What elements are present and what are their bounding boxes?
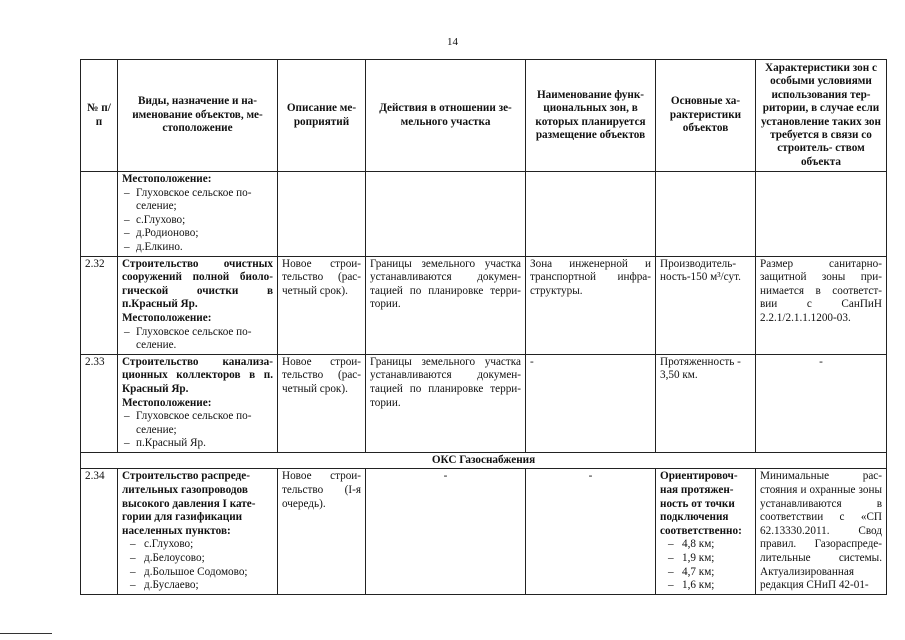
cell-num: 2.34 xyxy=(81,469,118,595)
list-item: – д.Буслаево; xyxy=(122,579,273,593)
header-functional-zone: Наименование функ- циональных зон, в которых планируется размещение объектов xyxy=(526,60,656,172)
cell-description: Новое строи- тельство (I-я очередь). xyxy=(278,469,366,595)
cell-zone: Зона инженерной и транспортной инфра- структуры. xyxy=(526,256,656,354)
list-item: – Глуховское сельское по- селение. xyxy=(122,326,273,353)
planning-table xyxy=(80,59,887,595)
list-item: – п.Красный Яр. xyxy=(122,437,273,451)
characteristics-text: Производитель- ность-150 м³/сут. xyxy=(660,257,741,284)
cell-characteristics: Протяженность - 3,50 км. xyxy=(656,354,756,452)
location-label: Местоположение: xyxy=(122,173,212,185)
header-special-zone: Характеристики зон с особыми условиями использования тер- ритории, в случае если установление таких зон требуется в связи со строитель- ством объекта xyxy=(756,60,887,172)
cell-action xyxy=(366,172,526,257)
cell-special-zone: Минимальные рас- стояния и охранные зоны устанавливаются в соответствии с «СП 62.13330.2011. Свод правил. Газораспреде- лительные системы. Актуализированная редакция СНиП 42-01- xyxy=(756,469,887,595)
header-object-type: Виды, назначение и на-именование объектов, ме- стоположение xyxy=(118,60,278,172)
cell-special-zone xyxy=(756,172,887,257)
table-row xyxy=(81,256,887,354)
list-item: – с.Глухово; xyxy=(122,214,273,228)
cell-zone: - xyxy=(526,469,656,595)
table-row xyxy=(81,354,887,452)
header-description: Описание ме- роприятий xyxy=(278,60,366,172)
cell-object xyxy=(118,172,278,257)
location-label: Местоположение: xyxy=(122,311,212,324)
location-list xyxy=(122,410,273,451)
section-header-row xyxy=(81,452,887,469)
list-item: – 1,6 км; xyxy=(660,579,751,593)
object-title: Строительство очистных сооружений полной биоло- гической очистки в п.Красный Яр. xyxy=(122,257,273,311)
cell-special-zone: Размер санитарно- защитной зоны при- нимается в соответст- вии с СанПиН 2.2.1/2.1.1.1200-03. xyxy=(756,256,887,354)
cell-characteristics xyxy=(656,469,756,595)
location-list xyxy=(122,187,273,255)
cell-characteristics xyxy=(656,256,756,354)
cell-action: Границы земельного участка устанавливаются докумен- тацией по планировке терри- тории. xyxy=(366,354,526,452)
list-item: – 4,7 км; xyxy=(660,566,751,580)
object-title: Строительство распреде- лительных газопроводов высокого давления I кате- гории для газификации населенных пунктов: xyxy=(122,470,256,537)
cell-action: Границы земельного участка устанавливаются докумен- тацией по планировке терри- тории. xyxy=(366,256,526,354)
cell-description: Новое строи- тельство (рас- четный срок). xyxy=(278,354,366,452)
list-item: – 1,9 км; xyxy=(660,552,751,566)
list-item: – д.Белоусово; xyxy=(122,552,273,566)
list-item: – д.Родионово; xyxy=(122,227,273,241)
cell-zone xyxy=(526,172,656,257)
header-characteristics: Основные ха- рактеристики объектов xyxy=(656,60,756,172)
table-row xyxy=(81,469,887,595)
list-item: – Глуховское сельское по- селение; xyxy=(122,410,273,437)
page-edge-line xyxy=(0,633,52,634)
page-number: 14 xyxy=(447,36,458,48)
cell-num: 2.32 xyxy=(81,256,118,354)
list-item: – д.Большое Содомово; xyxy=(122,566,273,580)
cell-characteristics xyxy=(656,172,756,257)
settlement-list xyxy=(122,538,273,592)
object-title: Строительство канализа- ционных коллекторов в п. Красный Яр. xyxy=(122,355,273,395)
location-list xyxy=(122,326,273,353)
table-row-continuation xyxy=(81,172,887,257)
cell-zone: - xyxy=(526,354,656,452)
list-item: – Глуховское сельское по- селение; xyxy=(122,187,273,214)
cell-object xyxy=(118,469,278,595)
cell-num xyxy=(81,172,118,257)
cell-special-zone: - xyxy=(756,354,887,452)
characteristics-heading: Ориентировоч- ная протяжен- ность от точки подключения соответственно: xyxy=(660,470,742,537)
cell-object xyxy=(118,354,278,452)
header-row xyxy=(81,60,887,172)
cell-description xyxy=(278,172,366,257)
header-land-action: Действия в отношении зе- мельного участка xyxy=(366,60,526,172)
cell-action: - xyxy=(366,469,526,595)
cell-object xyxy=(118,256,278,354)
list-item: – с.Глухово; xyxy=(122,538,273,552)
section-title: ОКС Газоснабжения xyxy=(81,452,887,469)
cell-description: Новое строи- тельство (рас- четный срок). xyxy=(278,256,366,354)
location-label: Местоположение: xyxy=(122,396,212,409)
header-num: № п/п xyxy=(81,60,118,172)
length-list xyxy=(660,538,751,592)
cell-num: 2.33 xyxy=(81,354,118,452)
list-item: – 4,8 км; xyxy=(660,538,751,552)
list-item: – д.Елкино. xyxy=(122,241,273,255)
